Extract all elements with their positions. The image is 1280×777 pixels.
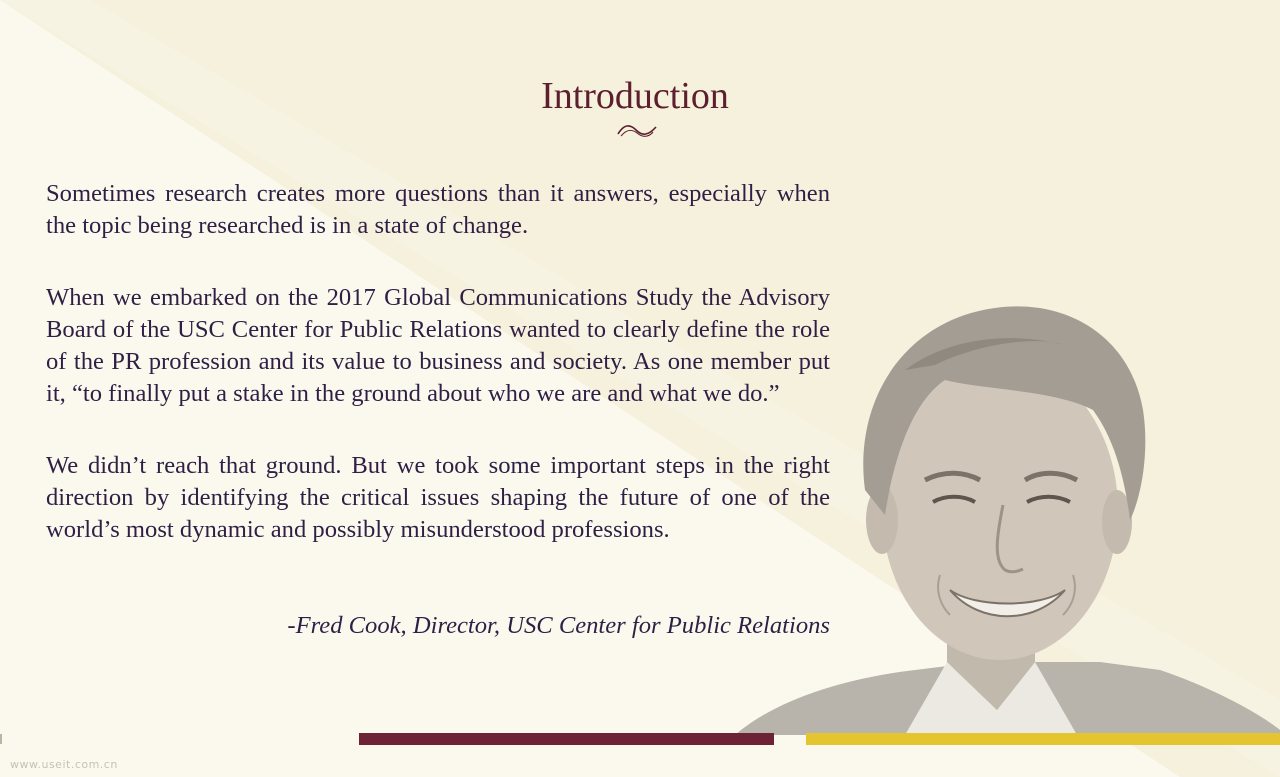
paragraph-3: We didn’t reach that ground. But we took some important steps in the right direction by identifying the critical issues shaping the future of one of the world’s most dynamic and possibly misunderstood professions. xyxy=(46,451,830,544)
paragraph-2: When we embarked on the 2017 Global Communications Study the Advisory Board of the USC Center for Public Relations wanted to clearly define the role of the PR profession and its value to business and society. As one member put it, “to finally put a stake in the ground about who we are and what we do.” xyxy=(46,283,830,408)
introduction-body xyxy=(46,178,830,586)
paragraph-1: Sometimes research creates more questions than it answers, especially when the topic being researched is in a state of change. xyxy=(46,180,830,240)
author-signature: -Fred Cook, Director, USC Center for Public Relations xyxy=(287,612,830,639)
author-portrait xyxy=(735,290,1280,735)
watermark-text: www.useit.com.cn xyxy=(10,758,118,771)
footer-bar-maroon xyxy=(359,733,774,745)
page-title: Introduction xyxy=(541,75,729,117)
footer-divider xyxy=(0,734,2,744)
wave-flourish-icon xyxy=(615,123,659,139)
footer-bar-gold xyxy=(806,733,1280,745)
